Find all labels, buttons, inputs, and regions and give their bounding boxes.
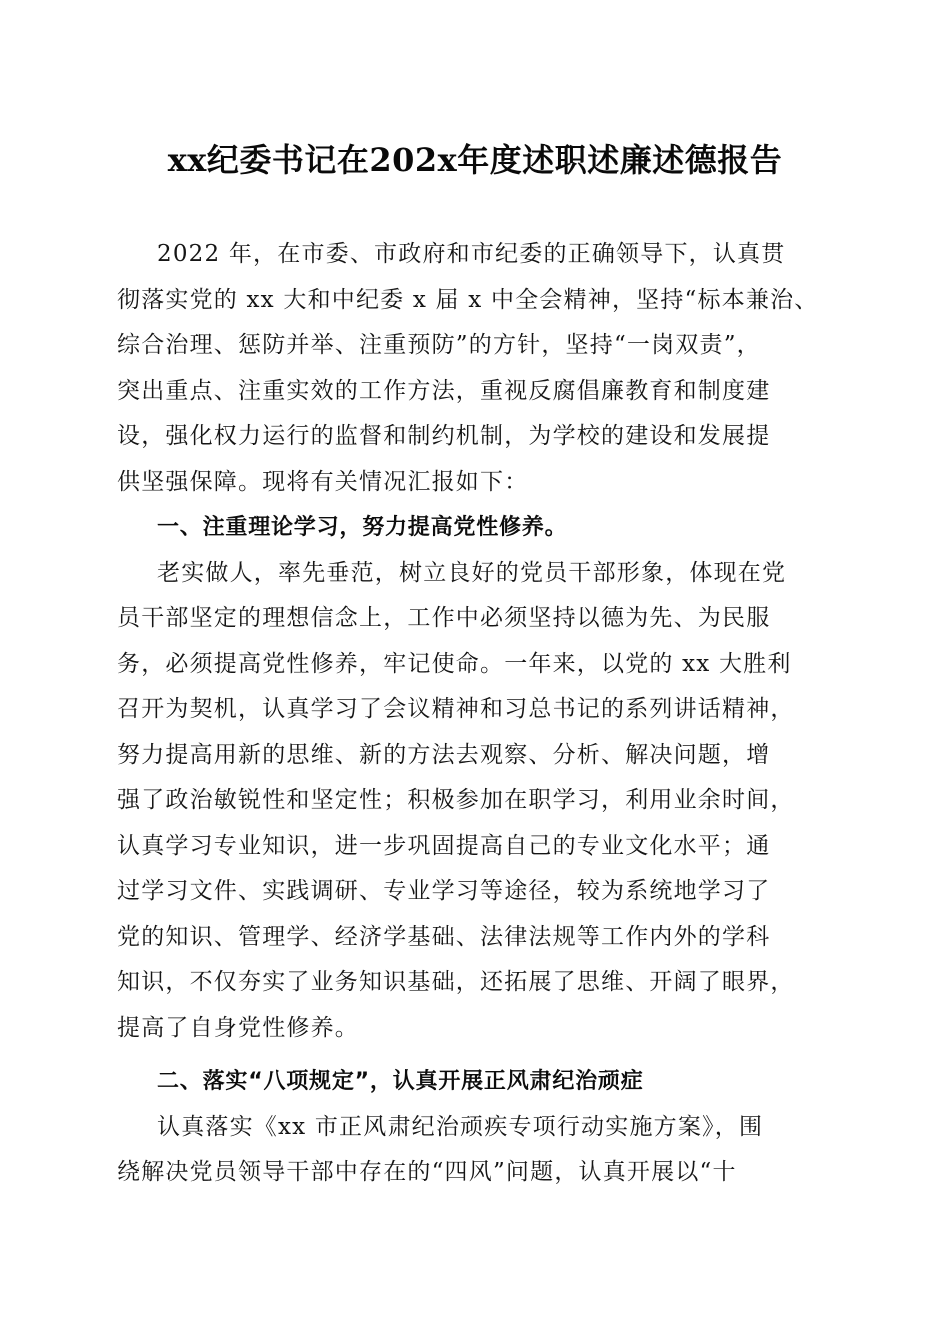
section2-line: 绕解决党员领导干部中存在的“四风”问题，认真开展以“十	[117, 1159, 737, 1185]
section1-line: 提高了自身党性修养。	[117, 1014, 359, 1041]
intro-line: 突出重点、注重实效的工作方法，重视反腐倡廉教育和制度建	[117, 377, 771, 404]
section1-line: 认真学习专业知识，进一步巩固提高自己的专业文化水平；通	[117, 832, 771, 859]
intro-line: 综合治理、惩防并举、注重预防”的方针，坚持“一岗双责”，	[117, 332, 761, 358]
section1-line: 党的知识、管理学、经济学基础、法律法规等工作内外的学科	[117, 923, 771, 950]
intro-line: 供坚强保障。现将有关情况汇报如下：	[117, 468, 529, 495]
paragraph-gap	[117, 1051, 837, 1059]
intro-line: 设，强化权力运行的监督和制约机制，为学校的建设和发展提	[117, 423, 771, 449]
section2-line: 认真落实《xx 市正风肃纪治顽疾专项行动实施方案》，围	[157, 1113, 764, 1140]
section1-line: 务，必须提高党性修养，牢记使命。一年来，以党的 xx 大胜利	[117, 650, 792, 677]
section1-line: 过学习文件、实践调研、专业学习等途径，较为系统地学习了	[117, 878, 771, 904]
document-title: xx纪委书记在202x年度述职述廉述德报告	[167, 141, 783, 179]
section1-line: 召开为契机，认真学习了会议精神和习总书记的系列讲话精神，	[117, 696, 795, 722]
section1-line: 老实做人，率先垂范，树立良好的党员干部形象，体现在党	[157, 559, 787, 586]
document-body	[117, 232, 837, 1196]
intro-line: 2022 年，在市委、市政府和市纪委的正确领导下，认真贯	[157, 241, 786, 267]
section1-line: 强了政治敏锐性和坚定性；积极参加在职学习，利用业余时间，	[117, 787, 795, 813]
section1-line: 知识，不仅夯实了业务知识基础，还拓展了思维、开阔了眼界，	[117, 969, 795, 995]
section-heading-1: 一、注重理论学习，努力提高党性修养。	[157, 515, 568, 540]
section1-line: 员干部坚定的理想信念上，工作中必须坚持以德为先、为民服	[117, 605, 771, 631]
section-heading-2: 二、落实“八项规定”，认真开展正风肃纪治顽症	[157, 1069, 644, 1094]
section1-line: 努力提高用新的思维、新的方法去观察、分析、解决问题，增	[117, 741, 771, 768]
intro-line: 彻落实党的 xx 大和中纪委 x 届 x 中全会精神，坚持“标本兼治、	[117, 286, 819, 313]
